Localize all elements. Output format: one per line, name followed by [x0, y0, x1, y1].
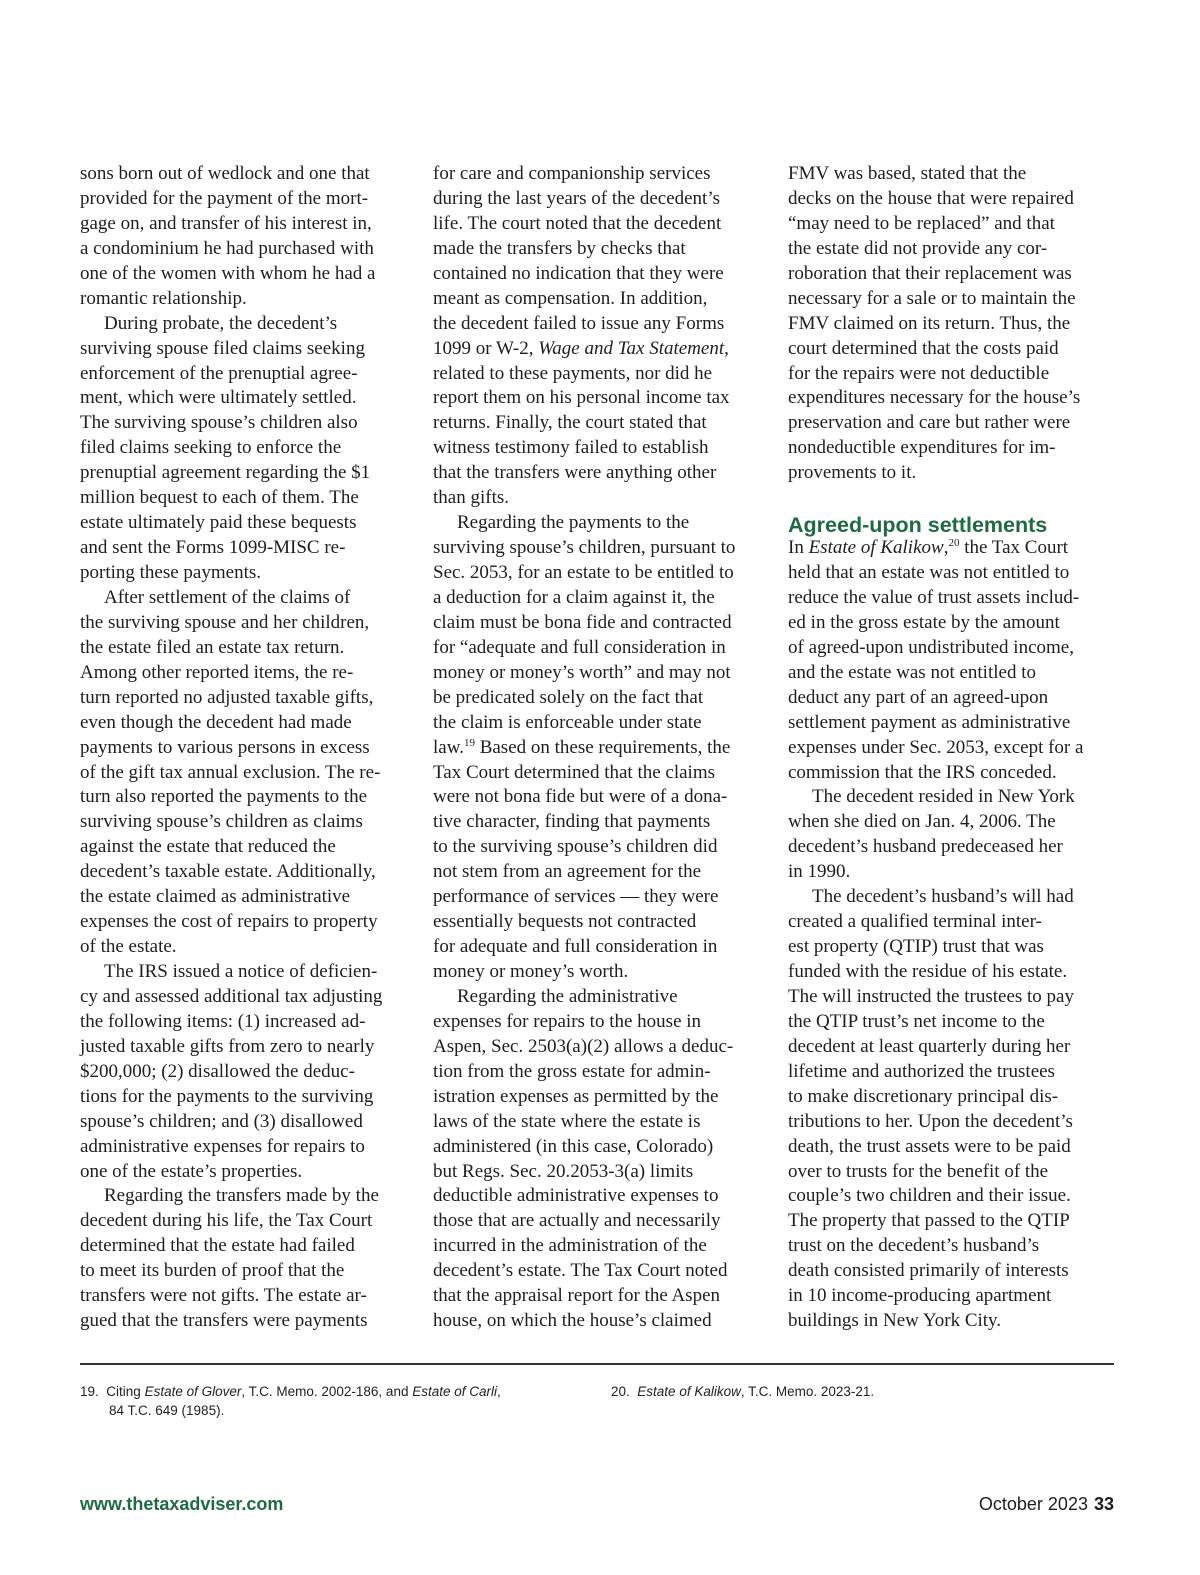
text-line: ment, which were ultimately settled. — [80, 387, 357, 409]
text-line: and sent the Forms 1099-MISC re- — [80, 537, 346, 559]
text-line: house, on which the house’s claimed — [433, 1310, 712, 1332]
text-line: expenses the cost of repairs to property — [80, 911, 378, 933]
footnote-divider — [80, 1363, 1114, 1365]
text-line: witness testimony failed to establish — [433, 437, 709, 459]
text-line: expenses for repairs to the house in — [433, 1010, 702, 1032]
text-line: decks on the house that were repaired — [788, 187, 1074, 209]
footnote-19-case-2: Estate of Carli — [412, 1384, 498, 1399]
text-line: were not bona fide but were of a dona- — [433, 786, 728, 808]
text-line: one of the estate’s properties. — [80, 1160, 303, 1182]
text-line: to make discretionary principal dis- — [788, 1085, 1059, 1107]
text-line: est property (QTIP) trust that was — [788, 936, 1044, 958]
text-line: death consisted primarily of interests — [788, 1260, 1069, 1282]
footnote-19-post: , — [497, 1384, 501, 1399]
text-line: held that an estate was not entitled to — [788, 562, 1070, 583]
text-line: the claim is enforceable under state — [433, 711, 702, 733]
paragraph-first-line: Regarding the payments to the — [457, 512, 690, 534]
text-line: provements to it. — [788, 462, 917, 484]
text-run: Based on these requirements, the — [474, 736, 731, 758]
text-line: Aspen, Sec. 2503(a)(2) allows a deduc- — [433, 1035, 734, 1057]
text-line: against the estate that reduced the — [80, 836, 336, 858]
text-line: for care and companionship services — [433, 163, 711, 184]
text-run: , — [724, 337, 729, 359]
text-line: nondeductible expenditures for im- — [788, 437, 1056, 459]
text-line: romantic relationship. — [80, 287, 247, 309]
footnote-19-line-2: 84 T.C. 649 (1985). — [109, 1403, 225, 1418]
text-line: money or money’s worth” and may not — [433, 661, 731, 683]
text-run: law. — [433, 736, 464, 758]
text-line: during the last years of the decedent’s — [433, 187, 721, 209]
paragraph-first-line: Regarding the transfers made by the — [104, 1185, 379, 1207]
text-run: In — [788, 537, 809, 559]
text-line: report them on his personal income tax — [433, 387, 730, 409]
footnote-19-pre: Citing — [106, 1384, 145, 1399]
text-line — [433, 736, 763, 761]
text-line: over to trusts for the benefit of the — [788, 1160, 1049, 1182]
text-line: surviving spouse’s children, pursuant to — [433, 537, 736, 559]
text-line: life. The court noted that the decedent — [433, 212, 722, 234]
text-line: the estate did not provide any cor- — [788, 237, 1048, 259]
footer-issue — [979, 1494, 1114, 1515]
text-line: tive character, finding that payments — [433, 811, 711, 833]
text-line: decedent at least quarterly during her — [788, 1035, 1071, 1057]
text-run: the Tax Court — [959, 537, 1069, 559]
text-line: for “adequate and full consideration in — [433, 636, 726, 658]
text-line: the QTIP trust’s net income to the — [788, 1010, 1045, 1032]
text-line: of the estate. — [80, 936, 177, 958]
footnote-19-mid: , T.C. Memo. 2002-186, and — [241, 1384, 413, 1399]
text-line: tion from the gross estate for admin- — [433, 1060, 711, 1082]
column-2 — [433, 162, 763, 1334]
text-line: that the transfers were anything other — [433, 462, 717, 484]
text-line: essentially bequests not contracted — [433, 911, 697, 933]
text-line: tributions to her. Upon the decedent’s — [788, 1110, 1073, 1132]
text-line: buildings in New York City. — [788, 1310, 1002, 1332]
text-line: in 1990. — [788, 861, 851, 883]
footnote-20-number: 20. — [611, 1384, 630, 1399]
footer-url[interactable]: www.thetaxadviser.com — [80, 1494, 284, 1514]
text-line: determined that the estate had failed — [80, 1235, 355, 1257]
text-line — [788, 486, 1118, 511]
text-line: contained no indication that they were — [433, 262, 724, 284]
italic-run: Estate of Kalikow — [808, 537, 944, 559]
text-line: made the transfers by checks that — [433, 237, 686, 259]
text-line: spouse’s children; and (3) disallowed — [80, 1110, 363, 1132]
text-line: when she died on Jan. 4, 2006. The — [788, 811, 1056, 833]
text-line: Tax Court determined that the claims — [433, 761, 716, 783]
text-line: of agreed-upon undistributed income, — [788, 636, 1074, 658]
text-line: cy and assessed additional tax adjusting — [80, 985, 383, 1007]
text-line: reduce the value of trust assets includ- — [788, 586, 1080, 608]
text-line: FMV claimed on its return. Thus, the — [788, 312, 1071, 334]
text-line: provided for the payment of the mort- — [80, 187, 369, 209]
text-line: the estate claimed as administrative — [80, 886, 351, 908]
text-line: filed claims seeking to enforce the — [80, 437, 342, 459]
section-heading: Agreed-upon settlements — [788, 513, 1048, 538]
footnote-19 — [80, 1382, 560, 1420]
text-line: the decedent failed to issue any Forms — [433, 312, 725, 334]
text-run: 1099 or W-2, — [433, 337, 539, 359]
text-line: laws of the state where the estate is — [433, 1110, 701, 1132]
footnote-ref: 19 — [463, 736, 475, 749]
text-line: ed in the gross estate by the amount — [788, 611, 1060, 633]
text-line: expenses under Sec. 2053, except for a — [788, 736, 1084, 758]
text-line: and the estate was not entitled to — [788, 661, 1036, 683]
text-line: estate ultimately paid these bequests — [80, 512, 357, 534]
text-line: sons born out of wedlock and one that — [80, 163, 370, 184]
text-line: surviving spouse filed claims seeking — [80, 337, 365, 359]
text-line: prenuptial agreement regarding the $1 — [80, 462, 371, 484]
text-line: to the surviving spouse’s children did — [433, 836, 718, 858]
footnote-19-case-1: Estate of Glover — [144, 1384, 242, 1399]
text-line: related to these payments, nor did he — [433, 362, 713, 384]
text-line: commission that the IRS conceded. — [788, 761, 1057, 783]
text-line: expenditures necessary for the house’s — [788, 387, 1081, 409]
paragraph-first-line: The IRS issued a notice of deficien- — [104, 961, 378, 982]
text-line: turn reported no adjusted taxable gifts, — [80, 686, 374, 708]
paragraph-first-line: The decedent resided in New York — [812, 786, 1075, 808]
text-line: but Regs. Sec. 20.2053-3(a) limits — [433, 1160, 694, 1182]
text-line: necessary for a sale or to maintain the — [788, 287, 1076, 309]
text-line: be predicated solely on the fact that — [433, 686, 704, 708]
text-line: Sec. 2053, for an estate to be entitled to — [433, 562, 734, 583]
text-line: those that are actually and necessarily — [433, 1210, 721, 1232]
text-line: trust on the decedent’s husband’s — [788, 1235, 1040, 1257]
text-line: the surviving spouse and her children, — [80, 611, 370, 633]
text-line: one of the women with whom he had a — [80, 262, 376, 284]
text-line: court determined that the costs paid — [788, 337, 1059, 359]
text-line: The property that passed to the QTIP — [788, 1210, 1070, 1232]
paragraph-first-line: During probate, the decedent’s — [104, 312, 338, 334]
text-line: deduct any part of an agreed-upon — [788, 686, 1049, 708]
paragraph-first-line: The decedent’s husband’s will had — [812, 886, 1074, 908]
text-line: to meet its burden of proof that the — [80, 1260, 345, 1282]
text-line: meant as compensation. In addition, — [433, 287, 708, 309]
text-line: incurred in the administration of the — [433, 1235, 707, 1257]
text-line: justed taxable gifts from zero to nearly — [80, 1035, 375, 1057]
footnote-ref: 20 — [948, 537, 960, 550]
text-line: decedent’s taxable estate. Additionally, — [80, 861, 376, 883]
text-line: for adequate and full consideration in — [433, 936, 718, 958]
footnote-20-post: , T.C. Memo. 2023-21. — [740, 1384, 875, 1399]
text-line: administered (in this case, Colorado) — [433, 1135, 714, 1157]
text-line: lifetime and authorized the trustees — [788, 1060, 1055, 1082]
text-line: for the repairs were not deductible — [788, 362, 1050, 384]
text-line: couple’s two children and their issue. — [788, 1185, 1071, 1207]
text-line: of the gift tax annual exclusion. The re- — [80, 761, 381, 783]
text-line: tions for the payments to the surviving — [80, 1085, 374, 1107]
text-line: million bequest to each of them. The — [80, 487, 359, 509]
paragraph-first-line: After settlement of the claims of — [104, 586, 351, 608]
text-line: gage on, and transfer of his interest in, — [80, 212, 372, 234]
text-line: turn also reported the payments to the — [80, 786, 368, 808]
text-line: funded with the residue of his estate. — [788, 961, 1068, 982]
text-line: enforcement of the prenuptial agree- — [80, 362, 358, 384]
text-line: decedent’s husband predeceased her — [788, 836, 1063, 858]
text-line: The surviving spouse’s children also — [80, 412, 358, 434]
text-line: In Estate of Kalikow,$^{20}$ the Tax Court — [788, 537, 1069, 559]
italic-run: Wage and Tax Statement — [538, 337, 725, 359]
text-line: administrative expenses for repairs to — [80, 1135, 365, 1157]
text-line: decedent’s estate. The Tax Court noted — [433, 1260, 728, 1282]
text-line: that the appraisal report for the Aspen — [433, 1285, 721, 1307]
column-1 — [80, 162, 410, 1334]
page-number: 33 — [1093, 1494, 1114, 1514]
text-line: money or money’s worth. — [433, 961, 629, 982]
footnote-19-number: 19. — [80, 1384, 99, 1399]
text-line: porting these payments. — [80, 562, 261, 583]
text-line: than gifts. — [433, 487, 509, 509]
text-line: claim must be bona fide and contracted — [433, 611, 732, 633]
text-line: death, the trust assets were to be paid — [788, 1135, 1071, 1157]
text-line: transfers were not gifts. The estate ar- — [80, 1285, 367, 1307]
text-line: even though the decedent had made — [80, 711, 352, 733]
text-line: Among other reported items, the re- — [80, 661, 354, 683]
text-line: created a qualified terminal inter- — [788, 911, 1042, 933]
text-line: the estate filed an estate tax return. — [80, 636, 345, 658]
text-line: preservation and care but rather were — [788, 412, 1071, 434]
text-line: returns. Finally, the court stated that — [433, 412, 707, 434]
text-line: a deduction for a claim against it, the — [433, 586, 715, 608]
text-line: surviving spouse’s children as claims — [80, 811, 363, 833]
text-line: deductible administrative expenses to — [433, 1185, 719, 1207]
text-line: performance of services — they were — [433, 886, 719, 908]
footer-date: October 2023 — [978, 1494, 1088, 1514]
text-line: roboration that their replacement was — [788, 262, 1072, 284]
text-line: the following items: (1) increased ad- — [80, 1010, 366, 1032]
text-line — [433, 337, 763, 362]
text-line: $200,000; (2) disallowed the deduc- — [80, 1060, 355, 1082]
footnote-20 — [611, 1382, 1091, 1401]
column-3 — [788, 162, 1118, 1334]
text-line: istration expenses as permitted by the — [433, 1085, 719, 1107]
text-line: The will instructed the trustees to pay — [788, 985, 1074, 1007]
text-line: FMV was based, stated that the — [788, 163, 1027, 184]
text-line: not stem from an agreement for the — [433, 861, 702, 883]
footnote-20-case: Estate of Kalikow — [637, 1384, 741, 1399]
text-line: “may need to be replaced” and that — [788, 212, 1055, 234]
paragraph-first-line: Regarding the administrative — [457, 985, 678, 1007]
text-line: gued that the transfers were payments — [80, 1310, 368, 1332]
text-line: settlement payment as administrative — [788, 711, 1071, 733]
text-line: payments to various persons in excess — [80, 736, 370, 758]
text-line: decedent during his life, the Tax Court — [80, 1210, 373, 1232]
text-line: in 10 income-producing apartment — [788, 1285, 1052, 1307]
text-line: a condominium he had purchased with — [80, 237, 374, 259]
